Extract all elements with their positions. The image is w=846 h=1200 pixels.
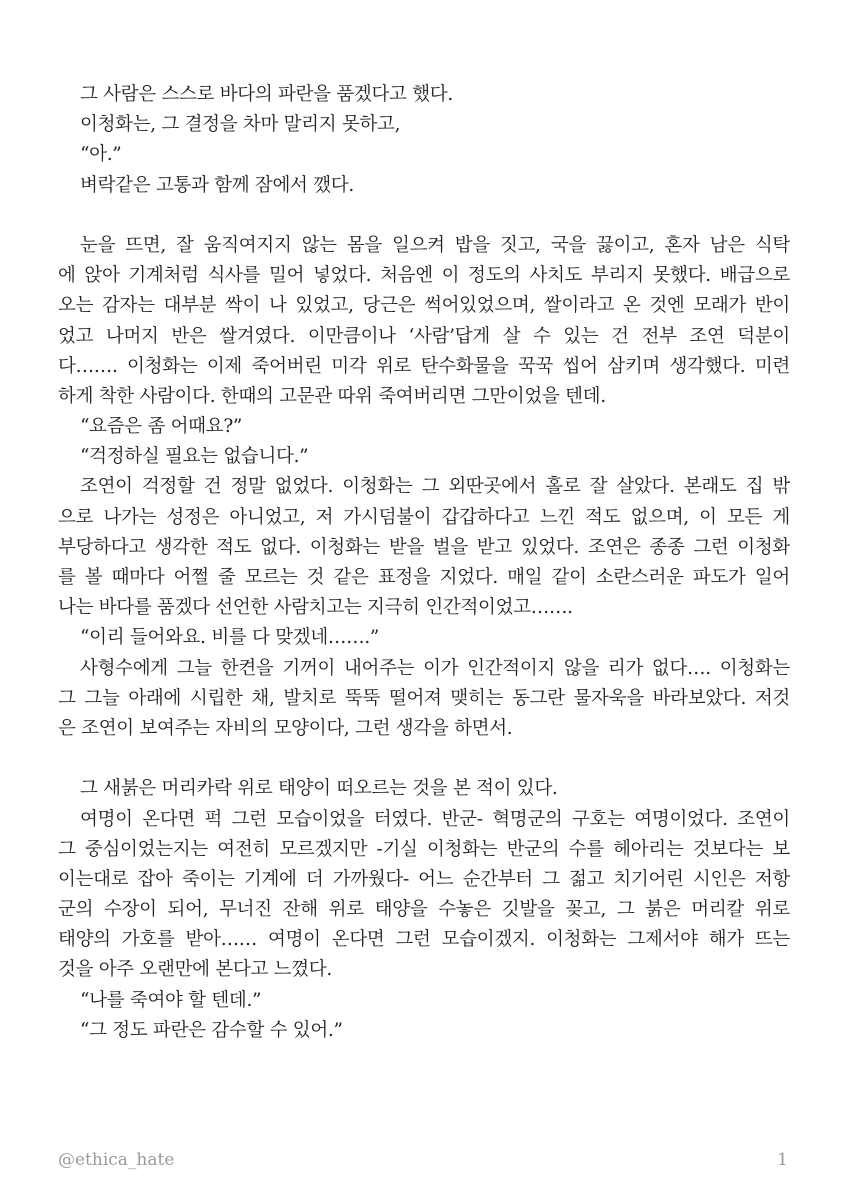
text-line: “나를 죽여야 할 텐데.” (80, 989, 262, 1011)
text-line: 여명이 온다면 퍽 그런 모습이었을 터였다. 반군- 혁명군의 구호는 여명이었다. 조연이 (80, 808, 790, 830)
text-line: 조연이 걱정할 건 정말 없었다. 이청화는 그 외딴곳에서 홀로 잘 살았다. 본래도 집 밖 (80, 476, 790, 498)
text-line: 오는 감자는 대부분 싹이 나 있었고, 당근은 썩어있었으며, 쌀이라고 온 것엔 모래가 반이 (58, 295, 790, 317)
text-line: 것을 아주 오랜만에 본다고 느꼈다. (58, 959, 332, 981)
text-line: 으로 나가는 성정은 아니었고, 저 가시덤불이 갑갑하다고 느낀 적도 없으며, 이 모든 게 (58, 506, 790, 528)
text-line: 눈을 뜨면, 잘 움직여지지 않는 몸을 일으켜 밥을 짓고, 국을 끓이고, 혼자 남은 식탁 (80, 234, 790, 256)
text-line: 부당하다고 생각한 적도 없다. 이청화는 받을 벌을 받고 있었다. 조연은 종종 그런 이청화 (58, 536, 790, 558)
text-line: 은 조연이 보여주는 자비의 모양이다, 그런 생각을 하면서. (58, 717, 513, 739)
text-line: 그 그늘 아래에 시립한 채, 발치로 뚝뚝 떨어져 맺히는 동그란 물자욱을 바라보았다. 저것 (58, 687, 790, 709)
text-line: 를 볼 때마다 어쩔 줄 모르는 것 같은 표정을 지었다. 매일 같이 소란스러운 파도가 일어 (58, 567, 790, 588)
text-line: “요즘은 좀 어때요?” (80, 416, 243, 438)
text-line: 었고 나머지 반은 쌀겨였다. 이만큼이나 ‘사람’답게 살 수 있는 건 전부 조연 덕분이 (58, 325, 790, 347)
text-line: 군의 수장이 되어, 무너진 잔해 위로 태양을 수놓은 깃발을 꽂고, 그 붉은 머리칼 위로 (58, 899, 790, 921)
text-line: 다……. 이청화는 이제 죽어버린 미각 위로 탄수화물을 꾹꾹 씹어 삼키며 생각했다. 미련 (58, 355, 790, 377)
text-line: “걱정하실 필요는 없습니다.” (80, 446, 309, 468)
text-line: “그 정도 파란은 감수할 수 있어.” (80, 1019, 343, 1041)
text-line: 그 새붉은 머리카락 위로 태양이 떠오르는 것을 본 적이 있다. (80, 778, 558, 800)
author-handle: @ethica_hate (58, 1150, 175, 1170)
text-line: 벼락같은 고통과 함께 잠에서 깼다. (80, 174, 354, 196)
text-line: 하게 착한 사람이다. 한때의 고문관 따위 죽여버리면 그만이었을 텐데. (58, 385, 606, 407)
text-line: 이는대로 잡아 죽이는 기계에 더 가까웠다- 어느 순간부터 그 젊고 치기어린 시인은 저항 (58, 868, 790, 890)
text-line: 이청화는, 그 결정을 차마 말리지 못하고, (80, 114, 401, 136)
text-line: 에 앉아 기계처럼 식사를 밀어 넣었다. 처음엔 이 정도의 사치도 부리지 못했다. 배급으로 (58, 265, 790, 287)
page-number: 1 (777, 1150, 788, 1170)
document-body (58, 80, 790, 1046)
paragraph-break (58, 744, 790, 774)
text-line: “이리 들어와요. 비를 다 맞겠네…….” (80, 627, 380, 649)
text-line: “아.” (80, 144, 122, 166)
text-line: 태양의 가호를 받아…… 여명이 온다면 그런 모습이겠지. 이청화는 그제서야 해가 뜨는 (58, 929, 790, 951)
paragraph-break (58, 201, 790, 231)
text-line: 사형수에게 그늘 한켠을 기꺼이 내어주는 이가 인간적이지 않을 리가 없다…. 이청화는 (80, 657, 790, 679)
text-line: 그 중심이었는지는 여전히 모르겠지만 -기실 이청화는 반군의 수를 헤아리는 것보다는 보 (58, 838, 790, 860)
text-line: 그 사람은 스스로 바다의 파란을 품겠다고 했다. (80, 84, 453, 105)
text-line: 나는 바다를 품겠다 선언한 사람치고는 지극히 인간적이었고……. (58, 597, 573, 619)
